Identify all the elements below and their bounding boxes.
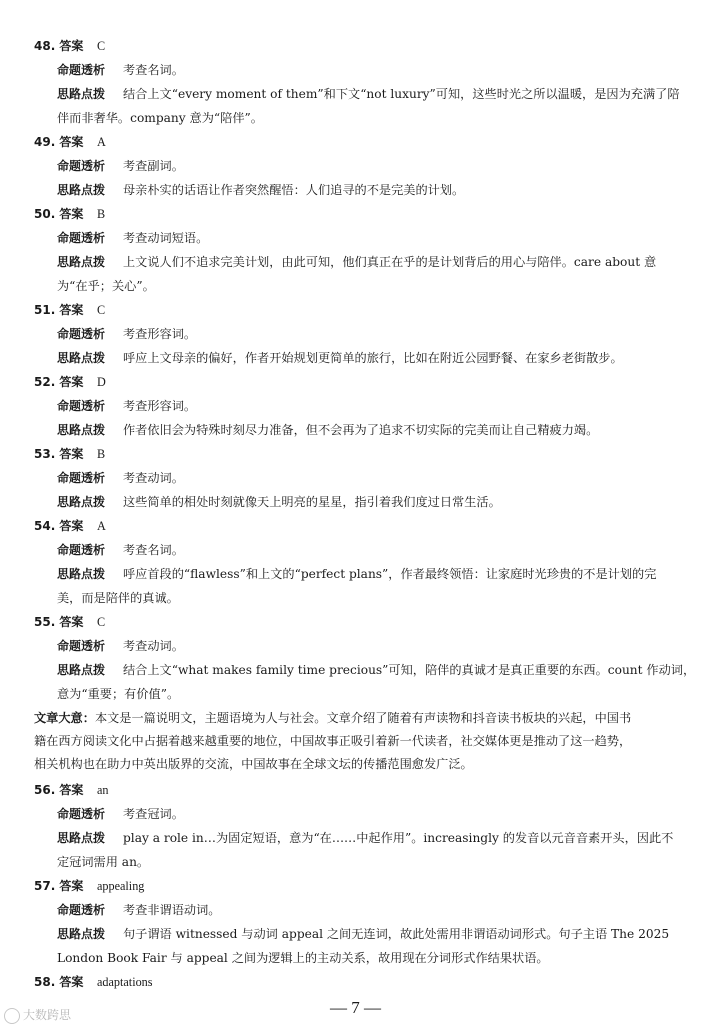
article-summary: [34, 707, 681, 776]
hint-text: 上文说人们不追求完美计划，由此可知，他们真正在乎的是计划背后的用心与陪伴。care about 意: [123, 255, 657, 269]
analysis-text: 考查名词。: [123, 63, 184, 77]
analysis-text: 考查非谓语动词。: [123, 903, 221, 917]
summary-label: 文章大意：: [34, 711, 95, 725]
question-number: 55. 答案: [34, 615, 84, 629]
question-number: 48. 答案: [34, 39, 84, 53]
question-number: 49. 答案: [34, 135, 84, 149]
hint-text: 呼应首段的“flawless”和上文的“perfect plans”，作者最终领悟：让家庭时光珍贵的不是计划的完: [123, 567, 657, 581]
analysis-label: 命题透析: [57, 63, 106, 77]
answer-value: C: [97, 303, 106, 317]
analysis-text: 考查动词。: [123, 471, 184, 485]
hint-text-cont: 美，而是陪伴的真诚。: [57, 591, 179, 605]
analysis-text: 考查名词。: [123, 543, 184, 557]
answer-value: A: [97, 135, 106, 149]
analysis-label: 命题透析: [57, 159, 106, 173]
hint-text: 作者依旧会为特殊时刻尽力准备，但不会再为了追求不切实际的完美而让自己精疲力竭。: [123, 423, 599, 437]
analysis-label: 命题透析: [57, 327, 106, 341]
analysis-label: 命题透析: [57, 903, 106, 917]
question-number: 56. 答案: [34, 783, 84, 797]
hint-label: 思路点拨: [57, 255, 106, 269]
answer-value: appealing: [97, 879, 145, 893]
hint-text: 这些简单的相处时刻就像天上明亮的星星，指引着我们度过日常生活。: [123, 495, 501, 509]
answer-value: B: [97, 207, 106, 221]
analysis-label: 命题透析: [57, 807, 106, 821]
question-number: 53. 答案: [34, 447, 84, 461]
summary-line: 籍在西方阅读文化中占据着越来越重要的地位，中国故事正吸引着新一代读者，社交媒体更是推动了这一趋势，: [34, 734, 632, 748]
hint-label: 思路点拨: [57, 183, 106, 197]
watermark-text: 大数跨思: [23, 1008, 72, 1022]
analysis-text: 考查动词。: [123, 639, 184, 653]
hint-text: 结合上文“what makes family time precious”可知，陪伴的真诚才是真正重要的东西。count 作动词，: [123, 663, 696, 677]
hint-text: 呼应上文母亲的偏好，作者开始规划更简单的旅行，比如在附近公园野餐、在家乡老街散步。: [123, 351, 623, 365]
answer-value: A: [97, 519, 106, 533]
answer-value: C: [97, 615, 106, 629]
hint-label: 思路点拨: [57, 87, 106, 101]
question-number: 52. 答案: [34, 375, 84, 389]
watermark: [4, 1006, 71, 1024]
answer-value: an: [97, 783, 109, 797]
hint-label: 思路点拨: [57, 423, 106, 437]
hint-text: 母亲朴实的话语让作者突然醒悟：人们追寻的不是完美的计划。: [123, 183, 465, 197]
analysis-label: 命题透析: [57, 543, 106, 557]
hint-label: 思路点拨: [57, 831, 106, 845]
analysis-text: 考查形容词。: [123, 399, 197, 413]
question-number: 57. 答案: [34, 879, 84, 893]
summary-line: 相关机构也在助力中英出版界的交流，中国故事在全球文坛的传播范围愈发广泛。: [34, 757, 473, 771]
analysis-label: 命题透析: [57, 471, 106, 485]
analysis-text: 考查动词短语。: [123, 231, 209, 245]
hint-text-cont: 伴而非奢华。company 意为“陪伴”。: [57, 111, 263, 125]
analysis-text: 考查副词。: [123, 159, 184, 173]
hint-label: 思路点拨: [57, 495, 106, 509]
hint-label: 思路点拨: [57, 567, 106, 581]
hint-label: 思路点拨: [57, 663, 106, 677]
page-number: — 7 —: [330, 998, 381, 1017]
answer-value: D: [97, 375, 106, 389]
analysis-text: 考查形容词。: [123, 327, 197, 341]
analysis-label: 命题透析: [57, 399, 106, 413]
hint-text-cont: 为“在乎；关心”。: [57, 279, 155, 293]
hint-text: play a role in…为固定短语，意为“在……中起作用”。increasingly 的发音以元音音素开头，因此不: [123, 831, 674, 845]
hint-text: 句子谓语 witnessed 与动词 appeal 之间无连词，故此处需用非谓语动词形式。句子主语 The 2025: [123, 927, 670, 941]
analysis-text: 考查冠词。: [123, 807, 184, 821]
question-number: 58. 答案: [34, 975, 84, 989]
summary-line: 本文是一篇说明文，主题语境为人与社会。文章介绍了随着有声读物和抖音读书板块的兴起，中国书: [94, 711, 632, 725]
analysis-label: 命题透析: [57, 231, 106, 245]
answer-value: B: [97, 447, 106, 461]
answer-value: C: [97, 39, 106, 53]
question-number: 51. 答案: [34, 303, 84, 317]
watermark-icon: [4, 1008, 20, 1024]
hint-text-cont: 意为“重要；有价值”。: [57, 687, 180, 701]
analysis-label: 命题透析: [57, 639, 106, 653]
hint-label: 思路点拨: [57, 927, 106, 941]
question-number: 54. 答案: [34, 519, 84, 533]
question-number: 50. 答案: [34, 207, 84, 221]
hint-text: 结合上文“every moment of them”和下文“not luxury”可知，这些时光之所以温暖，是因为充满了陪: [123, 87, 680, 101]
answer-value: adaptations: [97, 975, 153, 989]
hint-label: 思路点拨: [57, 351, 106, 365]
hint-text-cont: London Book Fair 与 appeal 之间为逻辑上的主动关系，故用现在分词形式作结果状语。: [57, 951, 549, 965]
hint-text-cont: 定冠词需用 an。: [57, 855, 150, 869]
